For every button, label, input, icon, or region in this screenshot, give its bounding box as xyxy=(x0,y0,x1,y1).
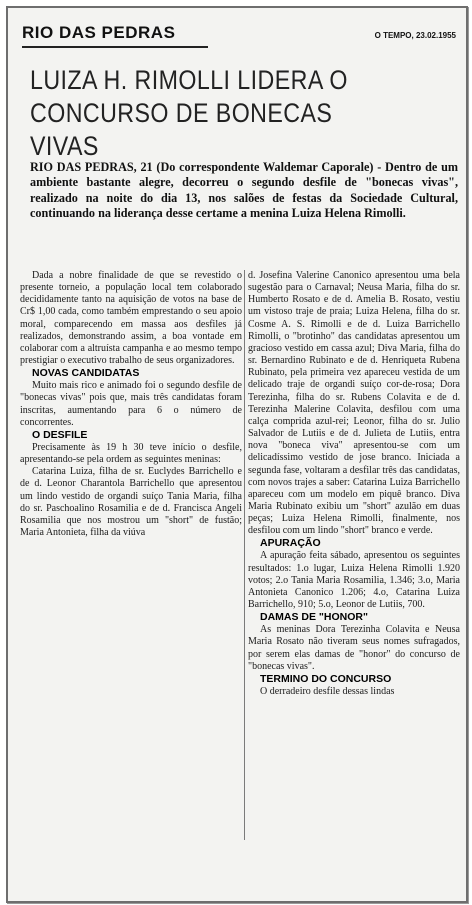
column-divider xyxy=(244,270,245,840)
newspaper-clipping xyxy=(6,6,468,903)
paragraph: As meninas Dora Terezinha Colavita e Neusa Maria Rosato não tiveram seus nomes sufragados, por serem elas damas de "honor" do concurso de "bonecas vivas". xyxy=(248,624,460,672)
paragraph: Muito mais rico e animado foi o segundo desfile de "bonecas vivas" pois que, mais três candidatas foram inscritas, aumentando para 6 o número de concorrentes. xyxy=(20,380,242,428)
paragraph: A apuração feita sábado, apresentou os seguintes resultados: 1.o lugar, Luiza Helena Rimolli 1.920 votos; 2.o Tania Maria Rosamilia, 1.346; 3.o, Maria Antonieta Canonico 1.206; 4.o, Catarina Luiza Barrichello, 910; 5.o, Leonor de Lutiis, 700. xyxy=(248,550,460,611)
section-rule xyxy=(22,46,208,48)
paragraph: d. Josefina Valerine Canonico apresentou uma bela sugestão para o Carnaval; Neusa Maria, filha do sr. Humberto Rosato e de d. Amelia B. Rosato, vestiu um vistoso traje de praia; Luiza Helena, filha do sr. Cosme A. S. Rimolli e de d. Luiza Barrichello Rimolli, o "brotinho" das candidatas apresentou um gracioso vestido em cassa azul; Diva Maria, filha do sr. Bernardino Rubinato e de d. Henriqueta Rubena Rubinato, pela primeira vez apareceu vestida de um delicado traje de organdi suíço cor-de-rosa; Dora Terezinha, filha do sr. Rubens Colavita e de d. Terezinha Malerine Colavita, desfilou com uma calça comprida azul-rei; Leonor, filha do sr. Julio Salvador de Lutiis e de d. Julieta de Lutiis, entra nova "boneca viva" apresentou-se com um delicadíssimo vestido de jose branco. Iniciada a segunda fase, voltaram a desfilar três das candidatas, com novos trajes a saber: Catarina Luiza Barrichello apareceu com um modelo em piquê branco. Diva Maria Rubinato exibiu um "short" azulão em duas peças; Luiza Helena Rimolli, finalmente, nos desfilou com um lindo "short" branco e verde. xyxy=(248,270,460,537)
subheading: O DESFILE xyxy=(32,428,88,441)
section-title: RIO DAS PEDRAS xyxy=(22,23,176,42)
paragraph: Dada a nobre finalidade de que se revestido o presente torneio, a população local tem colaborado decididamente tanto na aquisição de votos na base de Cr$ 1,00 cada, como também emprestando o seu apoio moral, comparecendo em massa aos desfiles já realizados, demonstrando assim, a boa vontade em colaborar com a altruísta campanha e ao mesmo tempo prestigiar o executivo trabalho de seus organizadores. xyxy=(20,270,242,367)
article-lead: RIO DAS PEDRAS, 21 (Do correspondente Waldemar Caporale) - Dentro de um ambiente bastante alegre, decorreu o segundo desfile de "bonecas vivas", realizado na noite do dia 13, nos salões de festas da Sociedade Cultural, continuando na liderança desse certame a menina Luiza Helena Rimolli. xyxy=(30,160,458,221)
article-column-left xyxy=(20,270,242,670)
paragraph: O derradeiro desfile dessas lindas xyxy=(260,685,395,697)
paragraph: Precisamente às 19 h 30 teve início o desfile, apresentando-se pela ordem as seguintes meninas: xyxy=(20,441,242,466)
subheading: NOVAS CANDIDATAS xyxy=(32,367,140,380)
paragraph: Catarina Luiza, filha de sr. Euclydes Barrichello e de d. Leonor Charantola Barrichello que apresentou um lindo vestido de organdi suíço Tania Maria, filha do sr. Paschoalino Rosamilia e de d. Francisca Angeli Rosamilia que nos mostrou um "short" de fustão; Maria Antonieta, filha da viúva xyxy=(20,466,242,538)
subheading: DAMAS DE "HONOR" xyxy=(260,611,368,624)
article-column-right xyxy=(248,270,460,890)
article-headline: LUIZA H. RIMOLLI LIDERA O CONCURSO DE BONECAS VIVAS xyxy=(30,65,348,161)
subheading: TERMINO DO CONCURSO xyxy=(260,672,392,685)
source-citation: O TEMPO, 23.02.1955 xyxy=(374,31,456,40)
subheading: APURAÇÃO xyxy=(260,537,321,550)
